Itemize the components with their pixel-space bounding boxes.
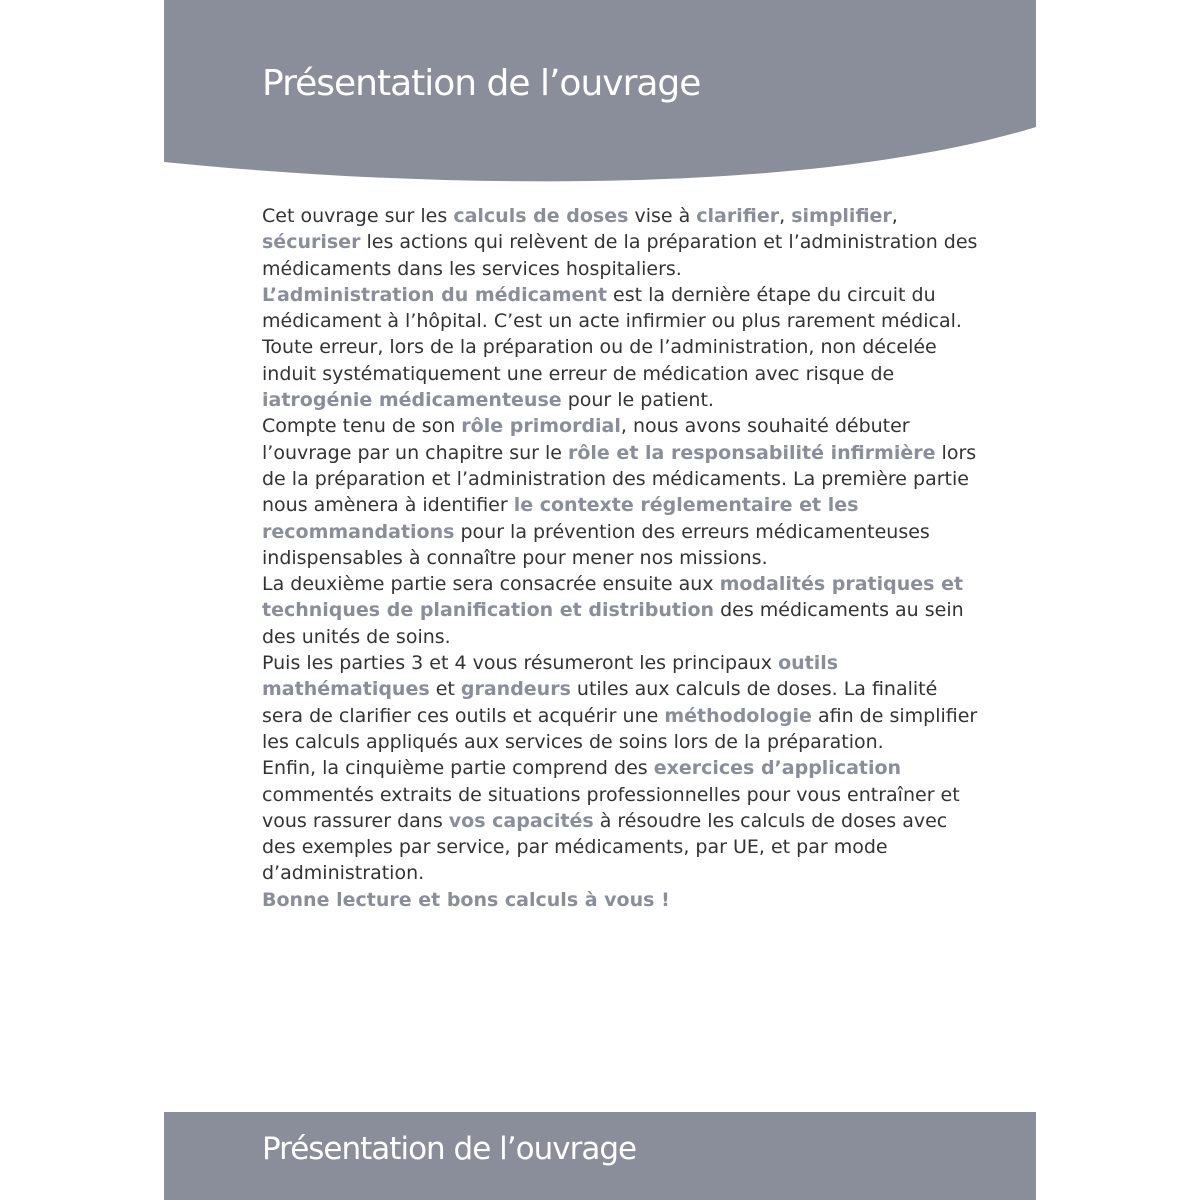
highlight: simplifier — [791, 205, 892, 227]
book-page — [164, 0, 1036, 1200]
footer-title: Présentation de l’ouvrage — [262, 1131, 637, 1167]
text: pour le patient. — [561, 389, 714, 412]
text: , — [779, 205, 792, 227]
text: est la dernière étape du circuit du médicament à l’hôpital. C’est un acte infirmier ou plus rarement médical. Toute erreur, lors de la préparation ou de l’administration, non décelée induit systématiquement une erreur de médication avec risque de — [262, 283, 962, 385]
text: Enfin, la cinquième partie comprend des — [262, 757, 654, 780]
highlight: rôle et la responsabilité infirmière — [568, 441, 936, 464]
highlight: grandeurs — [460, 678, 571, 701]
highlight: sécuriser — [262, 231, 361, 254]
text: commentés extraits de situations professionnelles pour vous entraîner et vous rassurer dans — [262, 783, 960, 832]
highlight: clarifier — [696, 205, 780, 227]
highlight: le contexte réglementaire et les recommandations — [262, 494, 859, 543]
paragraph-2 — [262, 282, 982, 413]
text: La deuxième partie sera consacrée ensuite aux — [262, 573, 720, 596]
highlight: Bonne lecture et bons calculs à vous ! — [262, 888, 670, 911]
text: , nous avons souhaité débuter l’ouvrage par un chapitre sur le — [262, 415, 910, 464]
text: Compte tenu de son — [262, 415, 462, 438]
text: les actions qui relèvent de la préparation et l’administration des médicaments dans les services hospitaliers. — [262, 231, 978, 280]
highlight: L’administration du médicament — [262, 283, 608, 306]
highlight: modalités pratiques et techniques de planification et distribution — [262, 573, 964, 622]
presentation-text — [262, 203, 982, 913]
highlight: rôle primordial — [461, 415, 621, 438]
paragraph-1 — [262, 203, 982, 282]
text: afin de simplifier les calculs appliqués aux services de soins lors de la préparation. — [262, 704, 978, 753]
text: vise à — [628, 205, 697, 227]
text: et — [429, 678, 461, 701]
highlight: iatrogénie médicamenteuse — [262, 389, 562, 412]
highlight: exercices d’application — [653, 757, 902, 780]
text: , — [891, 205, 898, 227]
footer-band — [164, 1112, 1036, 1200]
header-title: Présentation de l’ouvrage — [262, 63, 701, 104]
paragraph-3 — [262, 413, 982, 571]
text: des médicaments au sein des unités de soins. — [262, 599, 964, 648]
highlight: calculs de doses — [453, 205, 629, 227]
paragraph-6 — [262, 755, 982, 886]
text: Cet ouvrage sur les — [262, 205, 454, 227]
text: Puis les parties 3 et 4 vous résumeront les principaux — [262, 652, 779, 675]
paragraph-5 — [262, 650, 982, 755]
closing-line — [262, 887, 982, 913]
highlight: outils mathématiques — [262, 652, 839, 701]
paragraph-4 — [262, 571, 982, 650]
highlight: vos capacités — [448, 809, 594, 832]
text: à résoudre les calculs de doses avec des exemples par service, par médicaments, par UE, et par mode d’administration. — [262, 809, 948, 885]
text: pour la prévention des erreurs médicamenteuses indispensables à connaître pour mener nos missions. — [262, 520, 930, 569]
highlight: méthodologie — [664, 704, 812, 727]
text: lors de la préparation et l’administration des médicaments. La première partie nous amènera à identifier — [262, 441, 977, 517]
text: utiles aux calculs de doses. La finalité sera de clarifier ces outils et acquérir une — [262, 678, 938, 727]
